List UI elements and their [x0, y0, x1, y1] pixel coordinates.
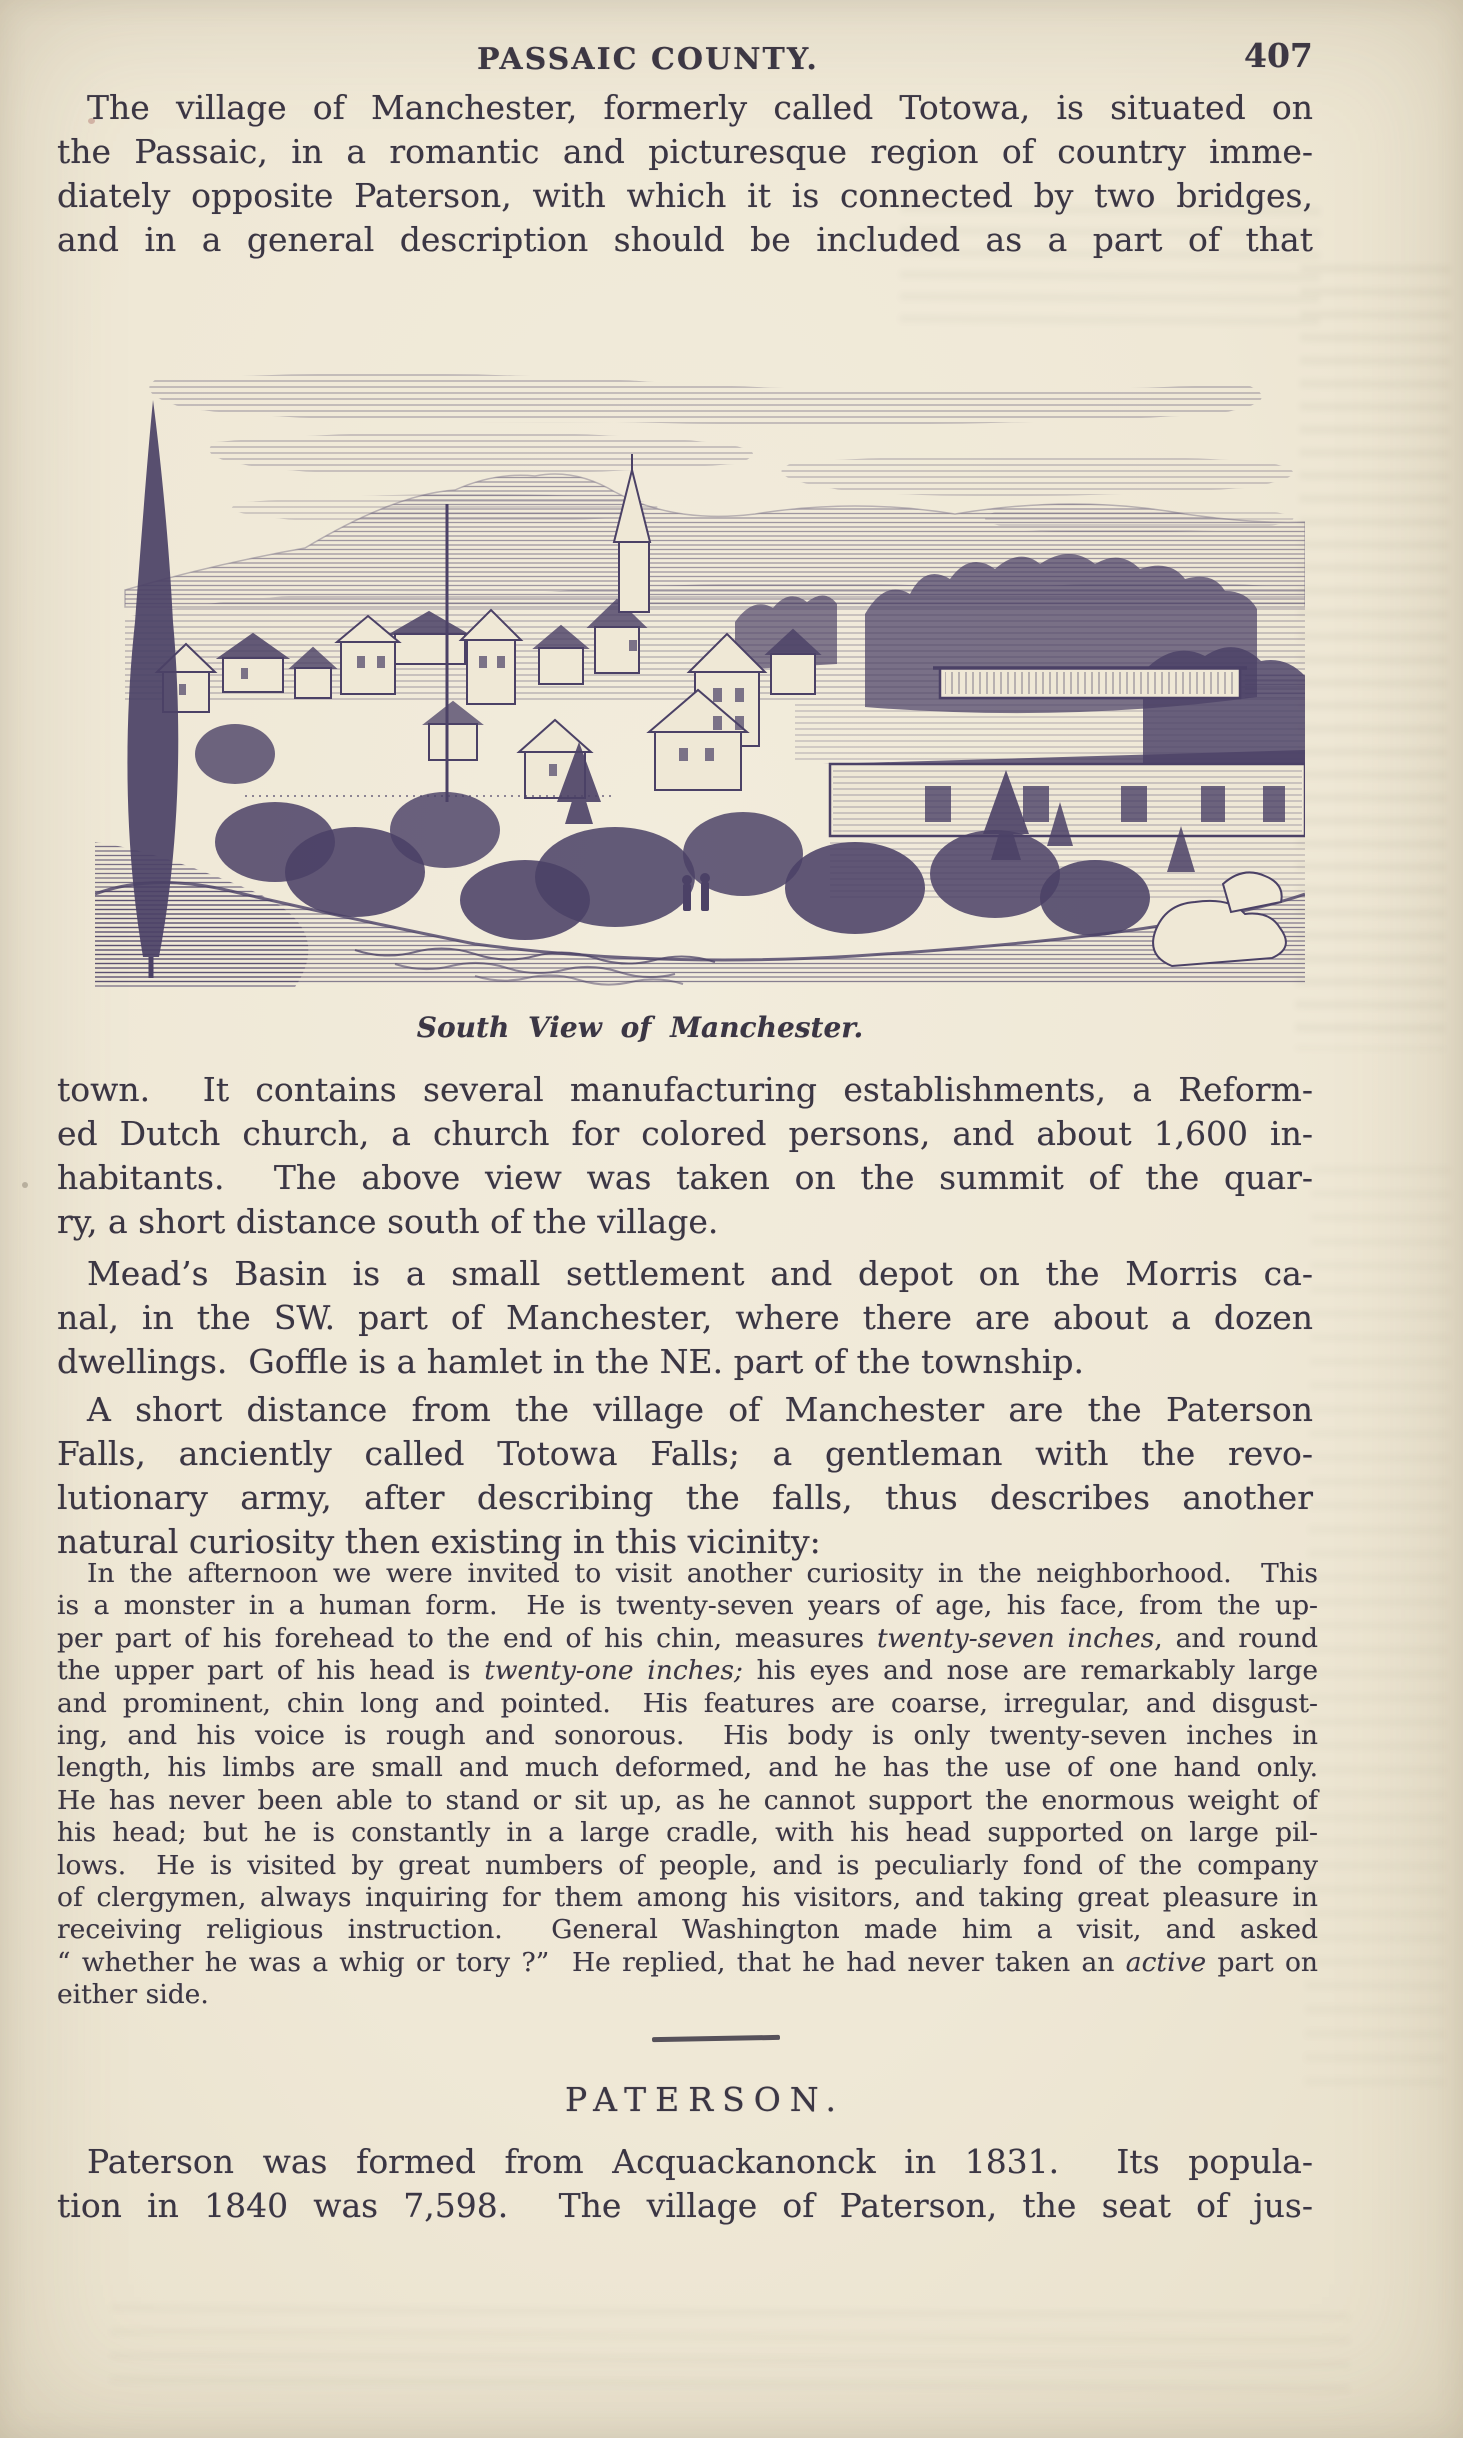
text-line: Mead’s Basin is a small settlement and depot on the Morris ca-: [87, 1254, 1313, 1293]
text-line: ry, a short distance south of the village.: [57, 1202, 719, 1241]
text-line: either side.: [57, 1979, 209, 2011]
text-line: the upper part of his head is twenty-one inches; his eyes and nose are remarkably large: [57, 1655, 1319, 1687]
text-line: The village of Manchester, formerly called Totowa, is situated on: [87, 88, 1313, 127]
text-line: In the afternoon we were invited to visit another curiosity in the neighborhood. This: [87, 1558, 1318, 1589]
text-line: and prominent, chin long and pointed. His features are coarse, irregular, and disgust-: [57, 1687, 1318, 1719]
text-line: dwellings. Goffle is a hamlet in the NE. part of the township.: [57, 1342, 1084, 1381]
engraving-south-view-of-manchester: [95, 372, 1305, 987]
text-line: nal, in the SW. part of Manchester, where there are about a dozen: [57, 1298, 1313, 1337]
engraving-figure: [95, 372, 1305, 1044]
text-line: and in a general description should be included as a part of that: [57, 220, 1313, 259]
bleed-through-text: [1295, 249, 1451, 1050]
text-line: Falls, anciently called Totowa Falls; a gentleman with the revo-: [57, 1434, 1313, 1473]
paper-speck: [22, 1182, 28, 1188]
text-line: habitants. The above view was taken on the summit of the quar-: [57, 1158, 1313, 1197]
paragraph-meads-basin: [57, 1252, 1313, 1384]
paragraph-town: [57, 1068, 1313, 1244]
bleed-through-text: [110, 2288, 1351, 2407]
text-line: tion in 1840 was 7,598. The village of Paterson, the seat of jus-: [57, 2186, 1313, 2225]
text-line: natural curiosity then existing in this vicinity:: [57, 1522, 821, 1561]
text-line: diately opposite Paterson, with which it is connected by two bridges,: [57, 176, 1313, 215]
text-line: per part of his forehead to the end of his chin, measures twenty-seven inches, and round: [57, 1622, 1318, 1654]
page-number: 407: [1244, 36, 1313, 75]
section-heading-paterson: PATERSON.: [564, 2080, 846, 2119]
bleed-through-text: [1305, 1150, 1452, 2101]
bridge-upper: [933, 668, 1305, 698]
figure-caption: South View of Manchester.: [416, 1011, 864, 1044]
text-line: receiving religious instruction. General Washington made him a visit, and asked: [57, 1914, 1318, 1946]
text-line: ing, and his voice is rough and sonorous. His body is only twenty-seven inches in: [57, 1720, 1318, 1752]
text-line: ed Dutch church, a church for colored persons, and about 1,600 in-: [57, 1114, 1313, 1153]
text-line: of clergymen, always inquiring for them among his visitors, and taking great pleasure in: [57, 1882, 1318, 1914]
paragraph-paterson-falls: [57, 1388, 1313, 1564]
text-line: “ whether he was a whig or tory ?” He replied, that he had never taken an active part on: [57, 1946, 1318, 1978]
text-line: lutionary army, after describing the falls, thus describes another: [57, 1478, 1313, 1517]
text-line: He has never been able to stand or sit up, as he cannot support the enormous weight of: [57, 1784, 1318, 1816]
text-line: town. It contains several manufacturing establishments, a Reform-: [57, 1070, 1313, 1109]
text-line: A short distance from the village of Manchester are the Paterson: [87, 1390, 1313, 1429]
section-divider: [652, 2035, 780, 2042]
field-hatching: [795, 704, 1305, 762]
text-line: lows. He is visited by great numbers of people, and is peculiarly fond of the company: [57, 1849, 1318, 1881]
text-line: Paterson was formed from Acquackanonck in 1831. Its popula-: [87, 2142, 1313, 2181]
text-line: the Passaic, in a romantic and picturesque region of country imme-: [57, 132, 1313, 171]
paragraph-intro: [57, 86, 1313, 262]
running-header: PASSAIC COUNTY.: [477, 42, 819, 77]
text-line: length, his limbs are small and much deformed, and he has the use of one hand only.: [57, 1752, 1318, 1784]
text-line: is a monster in a human form. He is twenty-seven years of age, his face, from the up-: [57, 1590, 1318, 1622]
text-line: his head; but he is constantly in a large cradle, with his head supported on large pil-: [57, 1817, 1318, 1849]
block-quote-monster-account: [57, 1558, 1318, 2012]
paragraph-paterson-intro: [57, 2140, 1313, 2228]
